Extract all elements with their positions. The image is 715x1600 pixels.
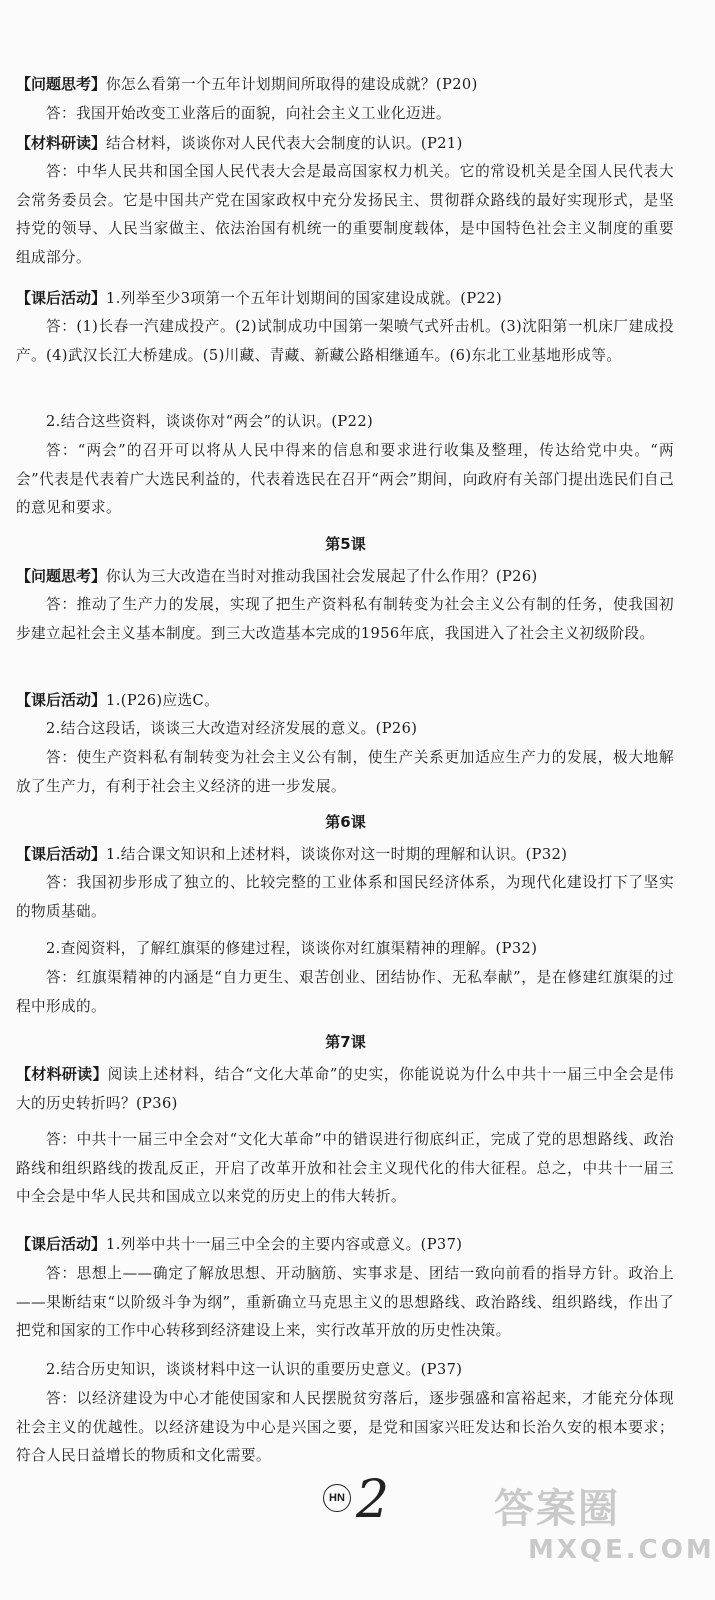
- answer: 答：(1)长春一汽建成投产。(2)试制成功中国第一架喷气式歼击机。(3)沈阳第一机床厂建成投产。(4)武汉长江大桥建成。(5)川藏、青藏、新藏公路相继通车。(6)东北工业基地形成等。: [16, 318, 674, 364]
- answer: 答：我国开始改变工业落后的面貌，向社会主义工业化迈进。: [46, 105, 451, 122]
- section-tag: 【材料研读】: [16, 134, 107, 152]
- answer: 答：推动了生产力的发展，实现了把生产资料私有制转变为社会主义公有制的任务，使我国初步建立起社会主义基本制度。到三大改造基本完成的1956年底，我国进入了社会主义初级阶段。: [16, 596, 674, 642]
- section-tag: 【材料研读】: [16, 1065, 108, 1083]
- section-tag: 【课后活动】: [16, 691, 107, 709]
- section-tag: 【课后活动】: [16, 1235, 107, 1253]
- question-text: 1.(P26)应选C。: [106, 692, 220, 709]
- question: [16, 1230, 674, 1260]
- page-number: 2: [356, 1470, 390, 1530]
- section-tag: 【课后活动】: [16, 289, 107, 307]
- question: [16, 284, 674, 314]
- question-text: 2.结合这段话，谈谈三大改造对经济发展的意义。(P26): [46, 720, 418, 737]
- answer: 答：以经济建设为中心才能使国家和人民摆脱贫穷落后，逐步强盛和富裕起来，才能充分体现社会主义的优越性。以经济建设为中心是兴国之要，是党和国家兴旺发达和长治久安的根本要求；符合人民日益增长的物质和文化需要。: [16, 1390, 674, 1464]
- answer: 答：中共十一届三中全会对“文化大革命”中的错误进行彻底纠正，完成了党的思想路线、政治路线和组织路线的拨乱反正，开启了改革开放和社会主义现代化的伟大征程。总之，中共十一届三中全会是中华人民共和国成立以来党的历史上的伟大转折。: [16, 1131, 674, 1205]
- question-text: 2.查阅资料，了解红旗渠的修建过程，谈谈你对红旗渠精神的理解。(P32): [46, 940, 538, 957]
- question: [16, 1060, 674, 1118]
- question-text: 结合材料，谈谈你对人民代表大会制度的认识。(P21): [106, 135, 463, 152]
- watermark-en: MXQE.COM: [528, 1535, 715, 1565]
- section-tag: 【问题思考】: [16, 567, 107, 585]
- section-tag: 【问题思考】: [16, 75, 107, 93]
- question: [16, 562, 674, 592]
- section-tag: 【课后活动】: [16, 845, 107, 863]
- answer: 答：我国初步形成了独立的、比较完整的工业体系和国民经济体系，为现代化建设打下了坚实的物质基础。: [16, 874, 674, 920]
- lesson-heading: 第7课: [325, 1033, 366, 1051]
- answer: 答：使生产资料私有制转变为社会主义公有制，使生产关系更加适应生产力的发展，极大地解放了生产力，有利于社会主义经济的进一步发展。: [16, 749, 674, 795]
- answer: 答：红旗渠精神的内涵是“自力更生、艰苦创业、团结协作、无私奉献”，是在修建红旗渠的过程中形成的。: [16, 969, 674, 1015]
- question-text: 2.结合这些资料，谈谈你对“两会”的认识。(P22): [46, 413, 374, 430]
- question-text: 阅读上述材料，结合“文化大革命”的史实，你能说说为什么中共十一届三中全会是伟大的历史转折吗？(P36): [16, 1066, 674, 1112]
- answer: 答：“两会”的召开可以将从人民中得来的信息和要求进行收集及整理，传达给党中央。“两会”代表是代表着广大选民利益的，代表着选民在召开“两会”期间，向政府有关部门提出选民们自己的意见和要求。: [16, 442, 674, 516]
- hn-badge: HN: [323, 1484, 351, 1512]
- question: [16, 840, 674, 870]
- question: [16, 686, 674, 716]
- question-text: 1.列举中共十一届三中全会的主要内容或意义。(P37): [106, 1236, 463, 1253]
- answer: 答：中华人民共和国全国人民代表大会是最高国家权力机关。它的常设机关是全国人民代表大会常务委员会。它是中国共产党在国家政权中充分发扬民主、贯彻群众路线的最好实现形式，是坚持党的领导、人民当家做主、依法治国有机统一的重要制度载体，是中国特色社会主义制度的重要组成部分。: [16, 163, 674, 266]
- watermark: [494, 1484, 715, 1580]
- question-text: 你认为三大改造在当时对推动我国社会发展起了什么作用？(P26): [106, 568, 538, 585]
- lesson-heading: 第5课: [325, 535, 366, 553]
- question-text: 1.结合课文知识和上述材料，谈谈你对这一时期的理解和认识。(P32): [106, 846, 568, 863]
- question: [16, 129, 674, 159]
- question-text: 1.列举至少3项第一个五年计划期间的国家建设成就。(P22): [106, 290, 503, 307]
- lesson-heading: 第6课: [325, 813, 366, 831]
- question-text: 2.结合历史知识，谈谈材料中这一认识的重要历史意义。(P37): [46, 1361, 463, 1378]
- question: [16, 70, 674, 100]
- answer: 答：思想上——确定了解放思想、开动脑筋、实事求是、团结一致向前看的指导方针。政治上——果断结束“以阶级斗争为纲”，重新确立马克思主义的思想路线、政治路线、组织路线，作出了把党和国家的工作中心转移到经济建设上来，实行改革开放的历史性决策。: [16, 1265, 674, 1339]
- watermark-cn: 答案圈: [494, 1486, 620, 1532]
- question-text: 你怎么看第一个五年计划期间所取得的建设成就？(P20): [106, 76, 478, 93]
